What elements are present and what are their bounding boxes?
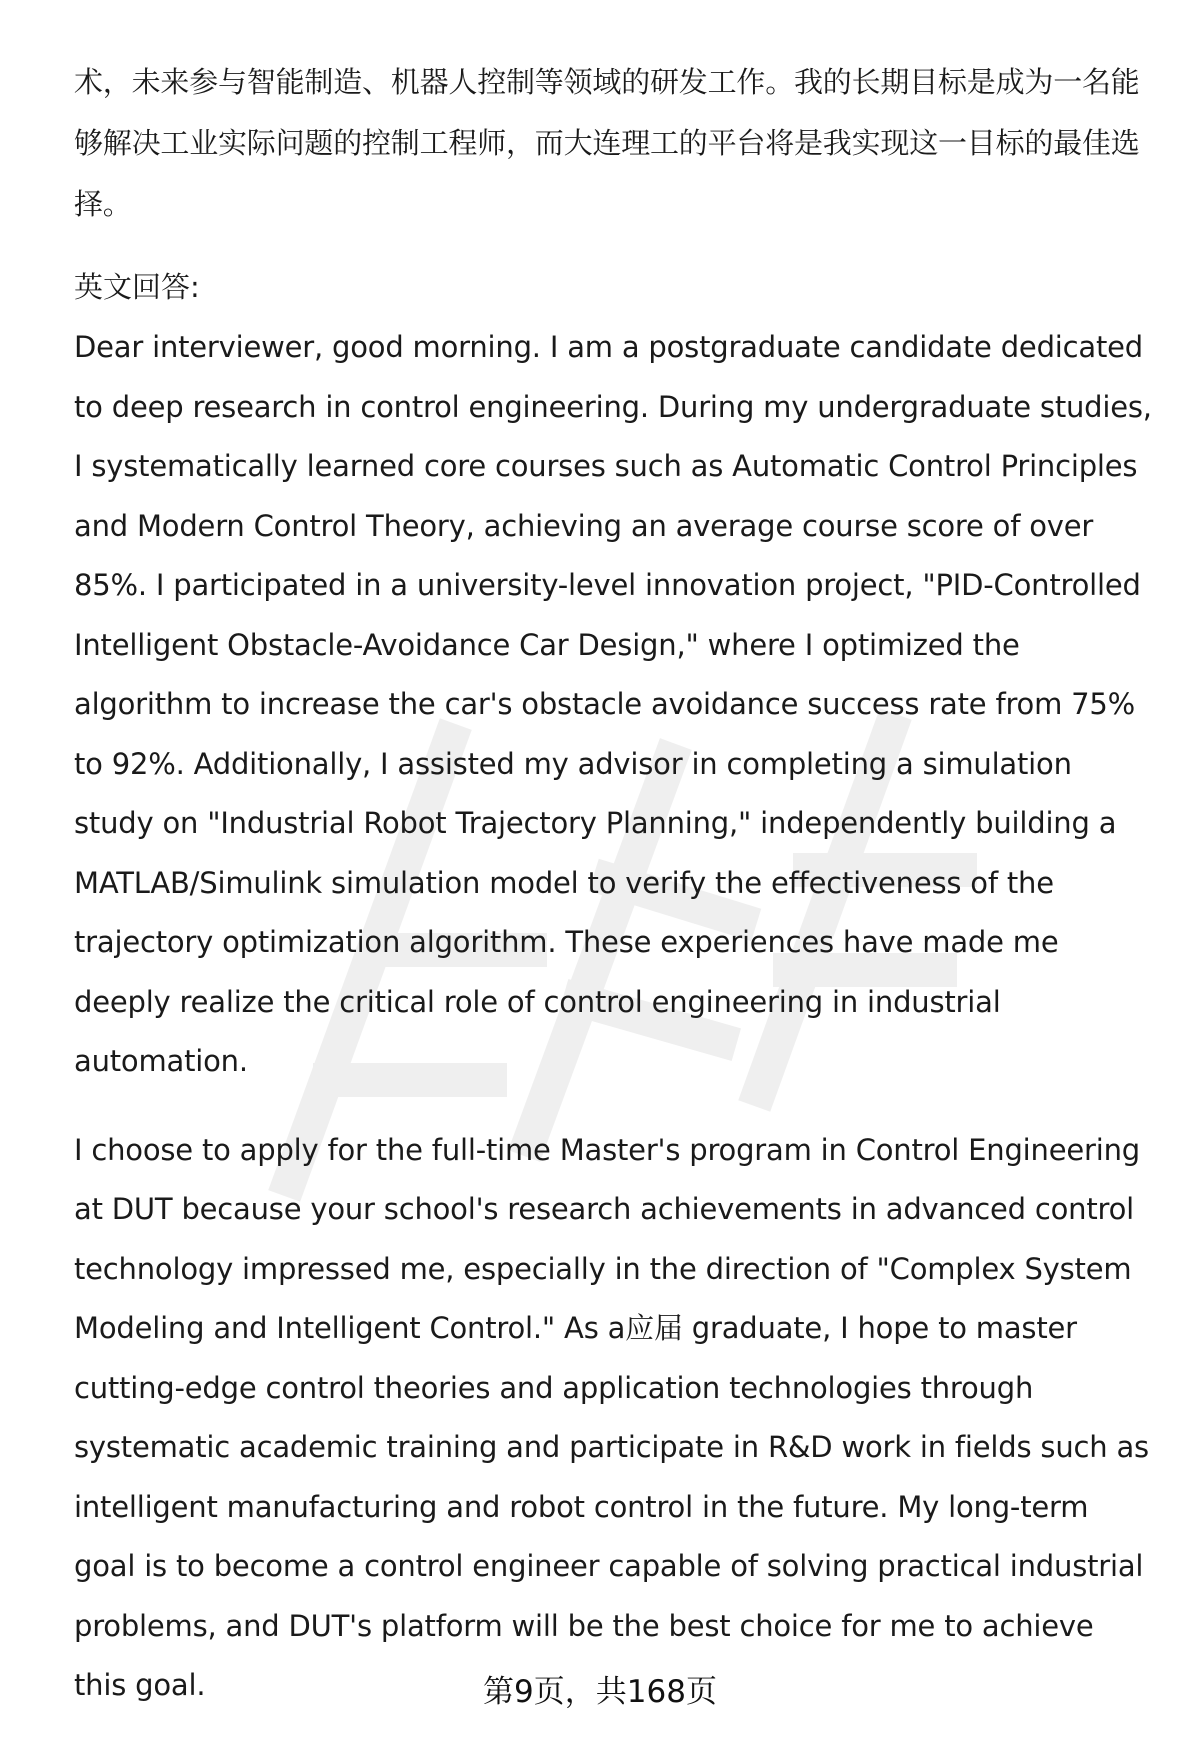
document-body	[74, 52, 1154, 1716]
english-paragraph-2: I choose to apply for the full-time Master's program in Control Engineering at DUT because your school's research achievements in advanced control technology impressed me, especially in the direction of "Complex System Modeling and Intelligent Control." As a应届 graduate, I hope to master cutting-edge control theories and application technologies through systematic academic training and participate in R&D work in fields such as intelligent manufacturing and robot control in the future. My long-term goal is to become a control engineer capable of solving practical industrial problems, and DUT's platform will be the best choice for me to achieve this goal.	[74, 1132, 1149, 1702]
english-paragraph-1: Dear interviewer, good morning. I am a postgraduate candidate dedicated to deep research in control engineering. During my undergraduate studies, I systematically learned core courses such as Automatic Control Principles and Modern Control Theory, achieving an average course score of over 85%. I participated in a university-level innovation project, "PID-Controlled Intelligent Obstacle-Avoidance Car Design," where I optimized the algorithm to increase the car's obstacle avoidance success rate from 75% to 92%. Additionally, I assisted my advisor in completing a simulation study on "Industrial Robot Trajectory Planning," independently building a MATLAB/Simulink simulation model to verify the effectiveness of the trajectory optimization algorithm. These experiences have made me deeply realize the critical role of control engineering in industrial automation.	[74, 330, 1152, 1078]
page-number-footer: 第9页，共168页	[483, 1674, 717, 1710]
english-answer-label: 英文回答:	[74, 270, 200, 304]
paragraph-gap	[74, 235, 1154, 257]
paragraph-gap	[74, 1092, 1154, 1121]
chinese-paragraph: 术，未来参与智能制造、机器人控制等领域的研发工作。我的长期目标是成为一名能够解决工业实际问题的控制工程师，而大连理工的平台将是我实现这一目标的最佳选择。	[74, 65, 1140, 221]
